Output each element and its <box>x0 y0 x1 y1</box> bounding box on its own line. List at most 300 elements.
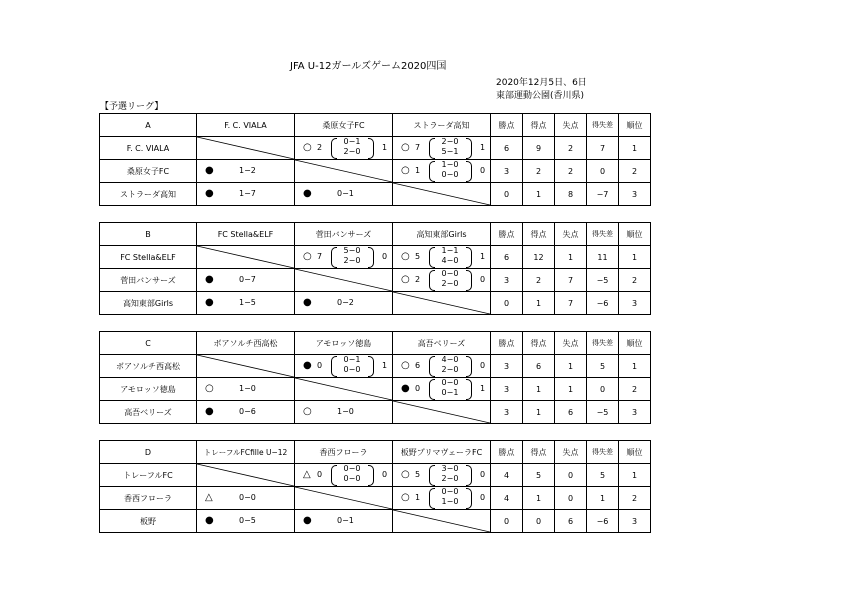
half-scores <box>435 246 465 266</box>
event-date: 2020年12月5日、6日 <box>496 78 587 88</box>
first-half-score: 0−0 <box>441 269 459 278</box>
stat-value: 1 <box>587 487 619 510</box>
stat-value: 1 <box>619 464 651 487</box>
bracket-right <box>368 138 374 159</box>
goals-against: 0 <box>480 470 486 479</box>
result-mark: ● <box>303 297 312 308</box>
stat-value: 3 <box>491 401 523 424</box>
result-mark: ● <box>401 383 410 394</box>
table-row <box>100 401 651 424</box>
match-result <box>295 401 392 423</box>
stat-value: 6 <box>555 401 587 424</box>
match-score: 0−7 <box>239 275 256 284</box>
diagonal-divider <box>295 160 392 182</box>
stat-header: 順位 <box>619 114 651 137</box>
match-cell <box>197 464 295 487</box>
opponent-header: 高知東部Girls <box>393 223 491 246</box>
goals-for: 0 <box>317 361 323 370</box>
stat-header: 得失差 <box>587 332 619 355</box>
stat-value: 6 <box>491 137 523 160</box>
stat-value: 3 <box>491 269 523 292</box>
stat-value: 5 <box>587 464 619 487</box>
group-header-row <box>100 114 651 137</box>
group-label: A <box>100 114 197 137</box>
match-cell <box>197 355 295 378</box>
stat-value: 1 <box>619 355 651 378</box>
stat-value: 6 <box>555 510 587 533</box>
match-cell <box>197 510 295 533</box>
stat-header: 勝点 <box>491 332 523 355</box>
match-result <box>197 401 294 423</box>
opponent-header: 香西フローラ <box>295 441 393 464</box>
result-mark: ○ <box>401 274 410 285</box>
first-half-score: 1−1 <box>441 246 459 255</box>
team-name: 桑原女子FC <box>100 160 197 183</box>
diagonal-divider <box>295 269 392 291</box>
stat-value: 0 <box>587 160 619 183</box>
diagonal-divider <box>197 246 294 268</box>
match-cell <box>393 269 491 292</box>
match-cell <box>197 269 295 292</box>
first-half-score: 0−1 <box>343 137 361 146</box>
match-cell <box>295 464 393 487</box>
first-half-score: 4−0 <box>441 355 459 364</box>
match-cell <box>295 487 393 510</box>
table-row <box>100 269 651 292</box>
match-score: 0−0 <box>239 493 256 502</box>
match-cell <box>393 355 491 378</box>
stat-value: 7 <box>555 292 587 315</box>
first-half-score: 3−0 <box>441 464 459 473</box>
first-half-score: 1−0 <box>441 160 459 169</box>
match-score: 1−5 <box>239 298 256 307</box>
half-scores <box>337 355 367 375</box>
stat-value: 9 <box>523 137 555 160</box>
match-result <box>393 137 490 159</box>
stat-value: 12 <box>523 246 555 269</box>
stat-header: 失点 <box>555 332 587 355</box>
match-cell <box>393 401 491 424</box>
first-half-score: 0−1 <box>343 355 361 364</box>
match-cell <box>295 401 393 424</box>
stat-value: 1 <box>523 292 555 315</box>
stat-value: 3 <box>491 160 523 183</box>
bracket-right <box>466 465 472 486</box>
second-half-score: 2−0 <box>343 256 361 265</box>
goals-against: 0 <box>480 493 486 502</box>
goals-for: 6 <box>415 361 421 370</box>
match-cell <box>295 246 393 269</box>
stat-value: 4 <box>491 487 523 510</box>
half-scores <box>435 355 465 375</box>
match-cell <box>295 183 393 206</box>
match-cell <box>197 401 295 424</box>
stat-header: 勝点 <box>491 441 523 464</box>
match-result <box>197 487 294 509</box>
stat-value: 1 <box>555 355 587 378</box>
goals-against: 1 <box>480 252 486 261</box>
first-half-score: 2−0 <box>441 137 459 146</box>
stat-value: 3 <box>619 510 651 533</box>
match-cell <box>295 355 393 378</box>
stat-value: 2 <box>523 160 555 183</box>
stat-value: −6 <box>587 292 619 315</box>
half-scores <box>435 464 465 484</box>
table-row <box>100 378 651 401</box>
diagonal-divider <box>197 137 294 159</box>
stat-header: 順位 <box>619 332 651 355</box>
stat-value: 1 <box>555 378 587 401</box>
stat-value: 0 <box>523 510 555 533</box>
match-cell <box>295 510 393 533</box>
table-row <box>100 292 651 315</box>
team-name: FC Stella&ELF <box>100 246 197 269</box>
result-mark: ○ <box>303 406 312 417</box>
team-name: 高知東部Girls <box>100 292 197 315</box>
bracket-right <box>368 247 374 268</box>
second-half-score: 0−0 <box>343 365 361 374</box>
stat-value: 1 <box>523 378 555 401</box>
result-mark: ● <box>303 188 312 199</box>
team-name: 高吾ベリーズ <box>100 401 197 424</box>
goals-for: 2 <box>415 275 421 284</box>
stat-value: 5 <box>587 355 619 378</box>
stat-value: 1 <box>523 487 555 510</box>
half-scores <box>337 464 367 484</box>
match-cell <box>197 292 295 315</box>
match-score: 1−7 <box>239 189 256 198</box>
match-result <box>197 510 294 532</box>
stat-value: 6 <box>523 355 555 378</box>
goals-against: 0 <box>480 166 486 175</box>
goals-for: 1 <box>415 166 421 175</box>
match-score: 0−5 <box>239 516 256 525</box>
result-mark: △ <box>303 469 311 480</box>
match-cell <box>295 137 393 160</box>
half-scores <box>337 246 367 266</box>
match-cell <box>295 269 393 292</box>
page-title: JFA U-12ガールズゲーム2020四国 <box>290 61 447 72</box>
stat-value: 2 <box>619 269 651 292</box>
match-result <box>197 160 294 182</box>
match-score: 1−2 <box>239 166 256 175</box>
team-name: ボアソルチ西高松 <box>100 355 197 378</box>
result-mark: ○ <box>401 165 410 176</box>
group-header-row <box>100 441 651 464</box>
stat-value: 1 <box>619 137 651 160</box>
bracket-right <box>466 379 472 400</box>
stat-header: 得点 <box>523 114 555 137</box>
second-half-score: 4−0 <box>441 256 459 265</box>
table-row <box>100 246 651 269</box>
second-half-score: 2−0 <box>441 474 459 483</box>
goals-for: 2 <box>317 143 323 152</box>
stat-header: 勝点 <box>491 114 523 137</box>
group-label: B <box>100 223 197 246</box>
match-result <box>393 378 490 400</box>
first-half-score: 0−0 <box>343 464 361 473</box>
stat-value: 3 <box>619 183 651 206</box>
result-mark: ● <box>205 515 214 526</box>
first-half-score: 5−0 <box>343 246 361 255</box>
half-scores <box>435 378 465 398</box>
stat-header: 失点 <box>555 441 587 464</box>
stat-header: 得点 <box>523 441 555 464</box>
stat-value: 2 <box>555 160 587 183</box>
match-cell <box>393 378 491 401</box>
diagonal-divider <box>393 183 490 205</box>
match-cell <box>393 137 491 160</box>
team-name: ストラーダ高知 <box>100 183 197 206</box>
stat-value: 0 <box>491 292 523 315</box>
opponent-header: 菅田バンサーズ <box>295 223 393 246</box>
goals-against: 0 <box>480 275 486 284</box>
result-mark: ○ <box>401 251 410 262</box>
second-half-score: 0−0 <box>343 474 361 483</box>
second-half-score: 1−0 <box>441 497 459 506</box>
stat-value: 3 <box>619 401 651 424</box>
stat-value: 0 <box>491 510 523 533</box>
stat-header: 順位 <box>619 441 651 464</box>
result-mark: ○ <box>401 142 410 153</box>
group-table <box>99 113 651 206</box>
match-result <box>393 487 490 509</box>
table-row <box>100 487 651 510</box>
section-title: 【予選リーグ】 <box>100 102 164 112</box>
match-score: 1−0 <box>337 407 354 416</box>
stat-value: 5 <box>523 464 555 487</box>
goals-for: 0 <box>415 384 421 393</box>
goals-against: 1 <box>480 384 486 393</box>
team-name: アモロッソ徳島 <box>100 378 197 401</box>
group-table <box>99 331 651 424</box>
group-label: D <box>100 441 197 464</box>
result-mark: ● <box>205 274 214 285</box>
table-row <box>100 183 651 206</box>
stat-value: 8 <box>555 183 587 206</box>
match-score: 0−1 <box>337 189 354 198</box>
group-table <box>99 440 651 533</box>
opponent-header: 板野プリマヴェーラFC <box>393 441 491 464</box>
match-cell <box>393 487 491 510</box>
match-cell <box>197 246 295 269</box>
opponent-header: ボアソルチ西高松 <box>197 332 295 355</box>
match-result <box>197 292 294 314</box>
goals-for: 7 <box>317 252 323 261</box>
group-label: C <box>100 332 197 355</box>
half-scores <box>435 487 465 507</box>
stat-value: 1 <box>555 246 587 269</box>
match-result <box>197 269 294 291</box>
match-result <box>393 269 490 291</box>
result-mark: ○ <box>303 142 312 153</box>
bracket-right <box>466 161 472 182</box>
team-name: F. C. VIALA <box>100 137 197 160</box>
stat-value: 3 <box>491 378 523 401</box>
match-cell <box>295 292 393 315</box>
opponent-header: ストラーダ高知 <box>393 114 491 137</box>
match-result <box>197 378 294 400</box>
stat-value: 6 <box>491 246 523 269</box>
stat-value: 2 <box>619 378 651 401</box>
goals-for: 1 <box>415 493 421 502</box>
diagonal-divider <box>393 401 490 423</box>
match-cell <box>197 487 295 510</box>
bracket-right <box>466 356 472 377</box>
goals-against: 1 <box>382 143 388 152</box>
result-mark: ● <box>303 360 312 371</box>
goals-for: 5 <box>415 252 421 261</box>
result-mark: ● <box>205 297 214 308</box>
bracket-right <box>466 138 472 159</box>
table-row <box>100 355 651 378</box>
stat-value: 2 <box>555 137 587 160</box>
diagonal-divider <box>197 464 294 486</box>
second-half-score: 2−0 <box>343 147 361 156</box>
stat-value: −6 <box>587 510 619 533</box>
stat-header: 失点 <box>555 223 587 246</box>
group-header-row <box>100 223 651 246</box>
match-result <box>197 183 294 205</box>
result-mark: ● <box>205 406 214 417</box>
diagonal-divider <box>295 487 392 509</box>
stat-value: 2 <box>619 487 651 510</box>
stat-value: 3 <box>619 292 651 315</box>
stat-header: 得点 <box>523 332 555 355</box>
stat-header: 得点 <box>523 223 555 246</box>
match-result <box>295 137 392 159</box>
team-name: トレーフルFC <box>100 464 197 487</box>
result-mark: ● <box>303 515 312 526</box>
match-cell <box>393 292 491 315</box>
stat-value: 1 <box>523 401 555 424</box>
stat-value: 7 <box>555 269 587 292</box>
group-table <box>99 222 651 315</box>
second-half-score: 2−0 <box>441 365 459 374</box>
stat-value: 7 <box>587 137 619 160</box>
half-scores <box>337 137 367 157</box>
half-scores <box>435 269 465 289</box>
match-score: 0−2 <box>337 298 354 307</box>
goals-against: 0 <box>382 470 388 479</box>
goals-for: 0 <box>317 470 323 479</box>
bracket-right <box>466 247 472 268</box>
result-mark: △ <box>205 492 213 503</box>
first-half-score: 0−0 <box>441 487 459 496</box>
match-cell <box>393 183 491 206</box>
half-scores <box>435 160 465 180</box>
stat-header: 得失差 <box>587 223 619 246</box>
diagonal-divider <box>393 292 490 314</box>
stat-value: 0 <box>555 487 587 510</box>
match-result <box>393 355 490 377</box>
stat-header: 勝点 <box>491 223 523 246</box>
bracket-right <box>368 465 374 486</box>
result-mark: ○ <box>205 383 214 394</box>
match-cell <box>393 464 491 487</box>
stat-value: −5 <box>587 401 619 424</box>
match-result <box>295 183 392 205</box>
opponent-header: アモロッソ徳島 <box>295 332 393 355</box>
table-row <box>100 160 651 183</box>
stat-value: 0 <box>555 464 587 487</box>
second-half-score: 0−1 <box>441 388 459 397</box>
result-mark: ○ <box>401 469 410 480</box>
stat-value: 4 <box>491 464 523 487</box>
match-result <box>295 246 392 268</box>
result-mark: ○ <box>303 251 312 262</box>
match-cell <box>295 160 393 183</box>
stat-value: 0 <box>587 378 619 401</box>
result-mark: ○ <box>401 492 410 503</box>
opponent-header: F. C. VIALA <box>197 114 295 137</box>
second-half-score: 5−1 <box>441 147 459 156</box>
stat-header: 得失差 <box>587 114 619 137</box>
stat-value: 2 <box>523 269 555 292</box>
stat-value: 2 <box>619 160 651 183</box>
stat-value: 11 <box>587 246 619 269</box>
bracket-right <box>466 488 472 509</box>
second-half-score: 2−0 <box>441 279 459 288</box>
stat-value: 1 <box>619 246 651 269</box>
match-cell <box>197 183 295 206</box>
match-score: 0−6 <box>239 407 256 416</box>
match-cell <box>295 378 393 401</box>
stat-value: 1 <box>523 183 555 206</box>
diagonal-divider <box>393 510 490 532</box>
result-mark: ● <box>205 165 214 176</box>
opponent-header: トレーフルFCfille U−12 <box>197 441 295 464</box>
table-row <box>100 137 651 160</box>
stat-header: 得失差 <box>587 441 619 464</box>
event-venue: 東部運動公園(香川県) <box>496 91 585 101</box>
match-cell <box>197 160 295 183</box>
diagonal-divider <box>295 378 392 400</box>
opponent-header: FC Stella&ELF <box>197 223 295 246</box>
opponent-header: 高吾ベリーズ <box>393 332 491 355</box>
first-half-score: 0−0 <box>441 378 459 387</box>
stat-value: 3 <box>491 355 523 378</box>
match-result <box>295 355 392 377</box>
match-cell <box>393 160 491 183</box>
stat-value: 0 <box>491 183 523 206</box>
match-result <box>295 464 392 486</box>
match-result <box>393 464 490 486</box>
team-name: 香西フローラ <box>100 487 197 510</box>
table-row <box>100 464 651 487</box>
goals-against: 1 <box>382 361 388 370</box>
stat-header: 順位 <box>619 223 651 246</box>
team-name: 板野 <box>100 510 197 533</box>
stat-value: −7 <box>587 183 619 206</box>
table-row <box>100 510 651 533</box>
goals-against: 0 <box>382 252 388 261</box>
stat-header: 失点 <box>555 114 587 137</box>
match-result <box>393 246 490 268</box>
bracket-right <box>466 270 472 291</box>
match-result <box>393 160 490 182</box>
result-mark: ● <box>205 188 214 199</box>
goals-for: 7 <box>415 143 421 152</box>
opponent-header: 桑原女子FC <box>295 114 393 137</box>
match-score: 1−0 <box>239 384 256 393</box>
goals-for: 5 <box>415 470 421 479</box>
group-header-row <box>100 332 651 355</box>
match-result <box>295 292 392 314</box>
match-cell <box>197 378 295 401</box>
second-half-score: 0−0 <box>441 170 459 179</box>
match-cell <box>393 510 491 533</box>
